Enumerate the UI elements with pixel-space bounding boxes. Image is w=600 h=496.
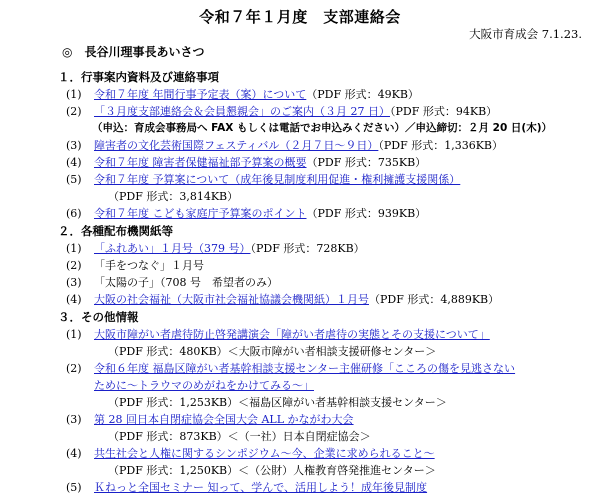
content: [0, 68, 600, 496]
item-number: (1): [66, 242, 82, 255]
pdf-link[interactable]: 障害者の文化芸術国際フェスティバル（２月７日～９日）: [94, 139, 379, 152]
item-number: (3): [66, 139, 82, 152]
pdf-link[interactable]: 大阪市障がい者虐待防止啓発講演会「障がい者虐待の実態とその支援について」: [94, 328, 490, 341]
list-item: [0, 154, 600, 171]
file-info: （PDF 形式：873KB）＜（一社）日本自閉症協会＞: [108, 430, 371, 443]
item-number: (3): [66, 276, 82, 289]
list-item: [0, 445, 600, 462]
pdf-link[interactable]: 令和７年度 こども家庭庁予算案のポイント: [94, 207, 307, 220]
deadline-note: ／申込締切：２月 20 日(木)）: [405, 122, 553, 134]
list-item: [0, 291, 600, 308]
list-item: [0, 137, 600, 154]
file-info: （PDF 形式：1,250KB）＜（公財）人権教育啓発推進センター＞: [108, 464, 436, 477]
item-number: (5): [66, 481, 82, 494]
item-text: 「太陽の子」（708 号 希望者のみ）: [94, 276, 278, 289]
pdf-link[interactable]: 共生社会と人権に関するシンポジウム～今、企業に求められること～: [94, 447, 435, 460]
file-info: （PDF 形式：735KB）: [306, 156, 427, 169]
pdf-link[interactable]: ために～トラウマのめがねをかけてみる～」: [94, 379, 314, 392]
item-number: (6): [66, 207, 82, 220]
greeting-heading: ◎ 長谷川理事長あいさつ: [62, 45, 205, 59]
list-item: [0, 360, 600, 377]
file-info: （PDF 形式：480KB）＜大阪市障がい者相談支援研修センター＞: [108, 345, 437, 358]
list-item: [0, 171, 600, 188]
pdf-link[interactable]: 令和７年度 予算案について（成年後見制度利用促進・権利擁護支援関係）: [94, 173, 461, 186]
file-info: （PDF 形式：1,336KB）: [378, 139, 504, 152]
list-item-note: [0, 120, 600, 137]
pdf-link[interactable]: 第 28 回日本自閉症協会全国大会 ALL かながわ大会: [94, 413, 354, 426]
list-item: [0, 257, 600, 274]
section-2-title: ２．各種配布機関紙等: [58, 224, 173, 238]
item-number: (2): [66, 105, 82, 118]
file-info: （PDF 形式：728KB）: [250, 242, 365, 255]
file-info: （PDF 形式：3,814KB）: [108, 190, 239, 203]
pdf-link[interactable]: 「３月度支部連絡会＆会員懇親会」のご案内（３月 27 日）: [94, 105, 390, 118]
file-info: （PDF 形式：1,253KB）＜福島区障がい者基幹相談支援センター＞: [108, 396, 447, 409]
item-number: (4): [66, 293, 82, 306]
list-item-continuation: [0, 394, 600, 411]
pdf-link[interactable]: 令和６年度 福島区障がい者基幹相談支援センター主催研修「こころの傷を見逃さない: [94, 362, 516, 375]
organization-date: 大阪市育成会 7.1.23.: [469, 27, 582, 41]
list-item: [0, 205, 600, 222]
item-number: (3): [66, 413, 82, 426]
file-info: （PDF 形式：49KB）: [306, 88, 419, 101]
item-number: (2): [66, 259, 82, 272]
pdf-link[interactable]: 令和７年度 障害者保健福祉部予算案の概要: [94, 156, 307, 169]
list-item-continuation: [0, 462, 600, 479]
file-info: （PDF 形式：939KB）: [306, 207, 427, 220]
list-item: [0, 240, 600, 257]
item-number: (4): [66, 447, 82, 460]
section-1-title: １．行事案内資料及び連絡事項: [58, 70, 219, 84]
item-number: (1): [66, 328, 82, 341]
list-item: [0, 411, 600, 428]
list-item: [0, 479, 600, 496]
pdf-link[interactable]: 大阪の社会福祉（大阪市社会福祉協議会機関紙）１月号: [94, 293, 369, 306]
pdf-link[interactable]: 令和７年度 年間行事予定表（案）について: [94, 88, 307, 101]
item-text: 「手をつなぐ」１月号: [94, 259, 204, 272]
item-number: (1): [66, 88, 82, 101]
list-item-continuation: [0, 428, 600, 445]
file-info: （PDF 形式：94KB）: [390, 105, 498, 118]
item-number: (2): [66, 362, 82, 375]
list-item: [0, 103, 600, 120]
section-3-title: ３．その他情報: [58, 310, 139, 324]
item-number: (5): [66, 173, 82, 186]
pdf-link[interactable]: Ｋねっと全国セミナー 知って、学んで、活用しよう！成年後見制度: [94, 481, 428, 494]
list-item-continuation: [0, 188, 600, 205]
list-item: [0, 274, 600, 291]
application-note: （申込：育成会事務局へ FAX もしくは電話でお申込みください）: [92, 122, 405, 134]
list-item-continuation: [0, 377, 600, 394]
list-item-continuation: [0, 343, 600, 360]
file-info: （PDF 形式：4,889KB）: [369, 293, 500, 306]
page-title: 令和７年１月度 支部連絡会: [199, 8, 401, 26]
list-item: [0, 326, 600, 343]
pdf-link[interactable]: 「ふれあい」１月号（379 号）: [94, 242, 251, 255]
item-number: (4): [66, 156, 82, 169]
list-item: [0, 86, 600, 103]
